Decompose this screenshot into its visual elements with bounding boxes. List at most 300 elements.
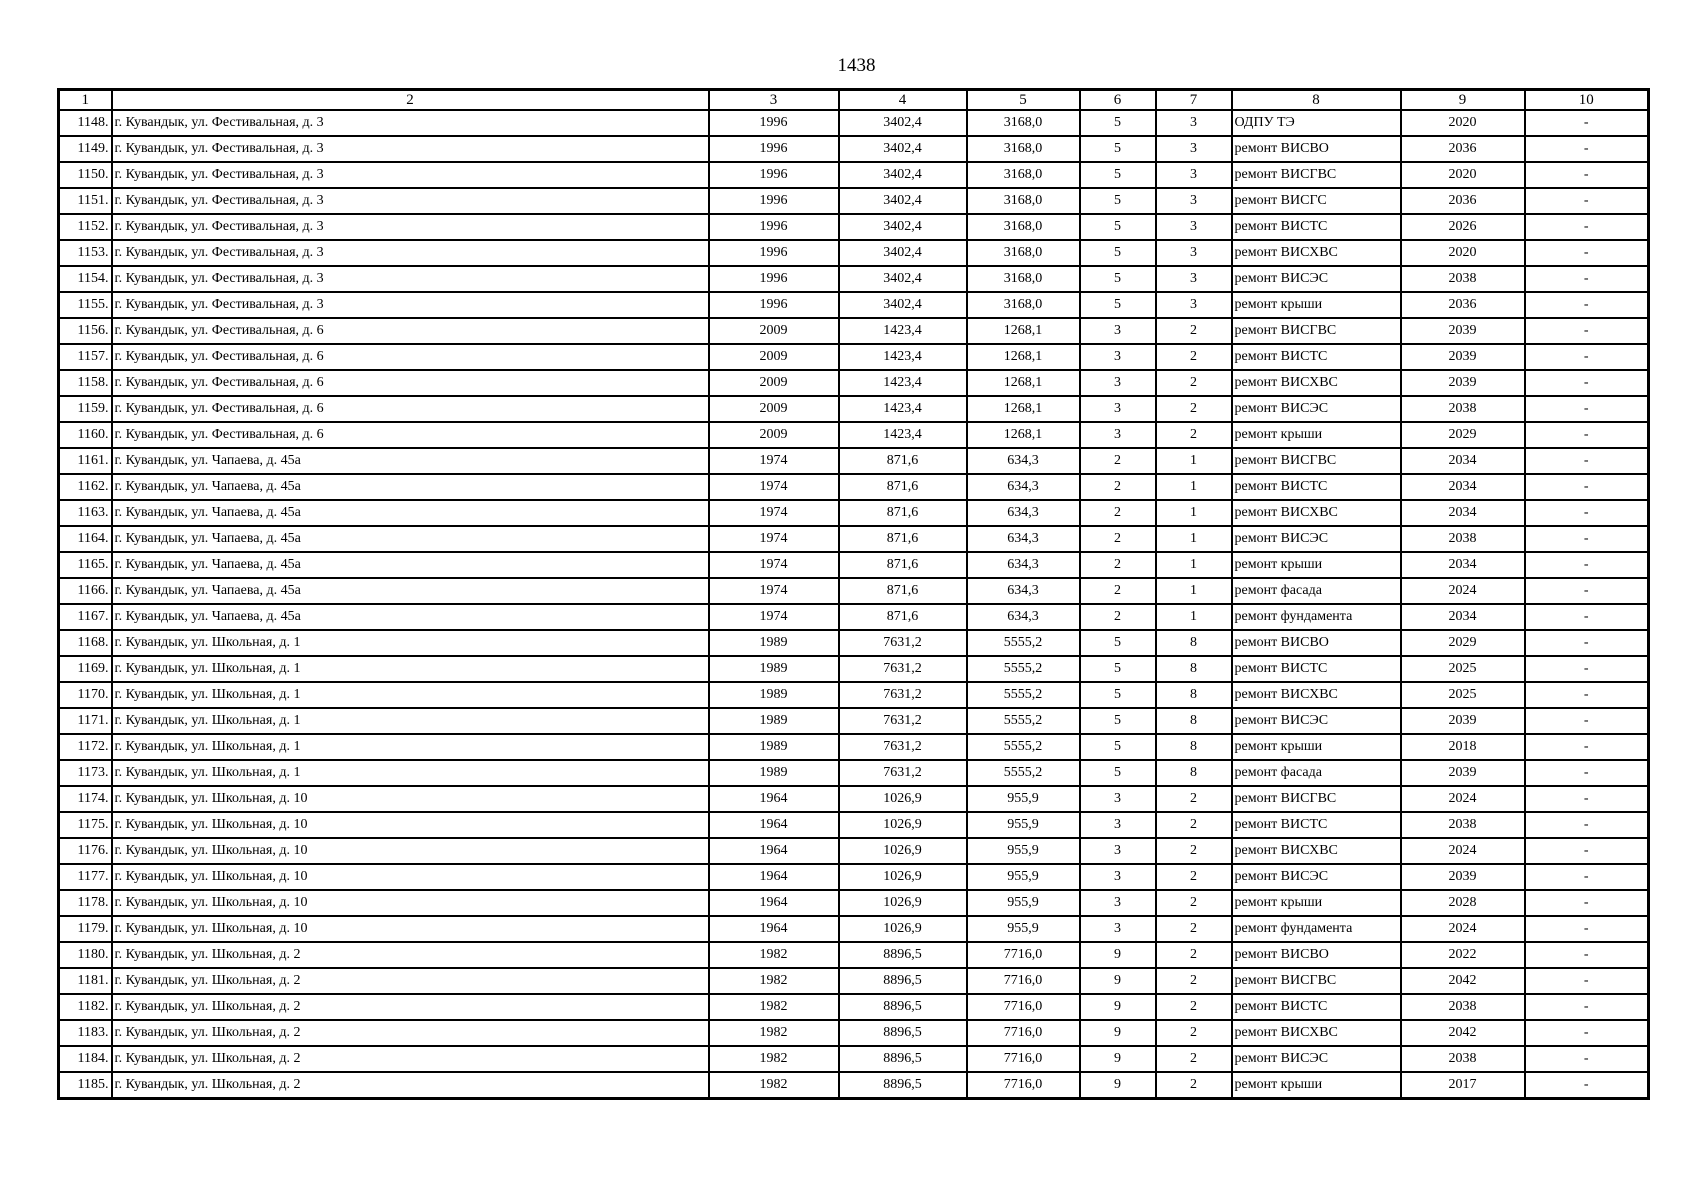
cell-living-area: 5555,2 [967,734,1080,760]
cell-address: г. Кувандык, ул. Фестивальная, д. 3 [112,292,709,318]
cell-planned-year: 2039 [1401,760,1525,786]
cell-living-area: 1268,1 [967,370,1080,396]
cell-total-area: 3402,4 [839,240,967,266]
cell-row-number: 1150. [59,162,112,188]
column-header-2: 2 [112,90,709,111]
cell-address: г. Кувандык, ул. Школьная, д. 2 [112,1046,709,1072]
cell-living-area: 3168,0 [967,214,1080,240]
cell-floors: 2 [1080,500,1156,526]
cell-address: г. Кувандык, ул. Чапаева, д. 45а [112,500,709,526]
cell-planned-year: 2020 [1401,240,1525,266]
cell-note: - [1525,578,1649,604]
cell-living-area: 955,9 [967,864,1080,890]
cell-living-area: 3168,0 [967,136,1080,162]
table-row [59,240,1649,266]
cell-total-area: 1423,4 [839,318,967,344]
cell-total-area: 1026,9 [839,864,967,890]
cell-work-type: ремонт фундамента [1232,604,1401,630]
cell-work-type: ремонт крыши [1232,890,1401,916]
cell-year-built: 1982 [709,994,839,1020]
cell-work-type: ремонт ВИСХВС [1232,682,1401,708]
cell-total-area: 8896,5 [839,1046,967,1072]
cell-floors: 3 [1080,370,1156,396]
cell-year-built: 1982 [709,968,839,994]
cell-entrances: 1 [1156,578,1232,604]
cell-floors: 3 [1080,838,1156,864]
cell-row-number: 1160. [59,422,112,448]
table-row [59,552,1649,578]
cell-floors: 5 [1080,136,1156,162]
cell-living-area: 634,3 [967,578,1080,604]
cell-floors: 3 [1080,812,1156,838]
page-number: 1438 [837,55,876,76]
table-row [59,1046,1649,1072]
cell-row-number: 1148. [59,110,112,136]
cell-living-area: 1268,1 [967,396,1080,422]
cell-living-area: 7716,0 [967,994,1080,1020]
cell-floors: 9 [1080,1020,1156,1046]
cell-address: г. Кувандык, ул. Фестивальная, д. 6 [112,318,709,344]
cell-planned-year: 2026 [1401,214,1525,240]
cell-floors: 9 [1080,1046,1156,1072]
cell-total-area: 3402,4 [839,292,967,318]
cell-total-area: 8896,5 [839,1072,967,1099]
cell-address: г. Кувандык, ул. Чапаева, д. 45а [112,578,709,604]
cell-work-type: ремонт ВИСХВС [1232,1020,1401,1046]
cell-row-number: 1183. [59,1020,112,1046]
cell-floors: 5 [1080,292,1156,318]
cell-year-built: 1989 [709,630,839,656]
cell-planned-year: 2039 [1401,864,1525,890]
cell-entrances: 2 [1156,1046,1232,1072]
table-row [59,812,1649,838]
cell-row-number: 1163. [59,500,112,526]
cell-total-area: 1026,9 [839,786,967,812]
cell-address: г. Кувандык, ул. Школьная, д. 1 [112,630,709,656]
cell-floors: 2 [1080,578,1156,604]
cell-entrances: 2 [1156,318,1232,344]
cell-work-type: ремонт ВИСХВС [1232,838,1401,864]
cell-address: г. Кувандык, ул. Фестивальная, д. 3 [112,266,709,292]
cell-row-number: 1155. [59,292,112,318]
cell-total-area: 1026,9 [839,890,967,916]
cell-floors: 3 [1080,396,1156,422]
cell-floors: 2 [1080,552,1156,578]
cell-entrances: 3 [1156,188,1232,214]
cell-note: - [1525,370,1649,396]
cell-note: - [1525,864,1649,890]
cell-row-number: 1176. [59,838,112,864]
cell-row-number: 1181. [59,968,112,994]
cell-year-built: 1982 [709,1072,839,1099]
cell-work-type: ремонт фасада [1232,760,1401,786]
cell-year-built: 1974 [709,552,839,578]
table-row [59,214,1649,240]
cell-address: г. Кувандык, ул. Чапаева, д. 45а [112,526,709,552]
cell-entrances: 1 [1156,604,1232,630]
cell-total-area: 3402,4 [839,162,967,188]
cell-floors: 5 [1080,240,1156,266]
column-header-4: 4 [839,90,967,111]
cell-note: - [1525,422,1649,448]
cell-work-type: ремонт ВИСГВС [1232,448,1401,474]
column-header-8: 8 [1232,90,1401,111]
cell-total-area: 1423,4 [839,396,967,422]
cell-living-area: 955,9 [967,916,1080,942]
cell-address: г. Кувандык, ул. Фестивальная, д. 6 [112,422,709,448]
cell-work-type: ремонт крыши [1232,552,1401,578]
table-row [59,968,1649,994]
cell-floors: 2 [1080,474,1156,500]
cell-floors: 5 [1080,266,1156,292]
cell-row-number: 1169. [59,656,112,682]
cell-year-built: 1964 [709,812,839,838]
cell-year-built: 1974 [709,500,839,526]
cell-entrances: 2 [1156,890,1232,916]
cell-note: - [1525,240,1649,266]
cell-living-area: 7716,0 [967,1046,1080,1072]
column-header-1: 1 [59,90,112,111]
table-row [59,604,1649,630]
column-header-6: 6 [1080,90,1156,111]
cell-year-built: 1989 [709,682,839,708]
cell-year-built: 1996 [709,136,839,162]
cell-work-type: ремонт крыши [1232,734,1401,760]
cell-work-type: ремонт ВИСГВС [1232,786,1401,812]
cell-total-area: 1026,9 [839,812,967,838]
cell-total-area: 1423,4 [839,344,967,370]
cell-floors: 3 [1080,890,1156,916]
header-row [59,90,1649,111]
cell-work-type: ремонт ВИСВО [1232,630,1401,656]
cell-floors: 5 [1080,682,1156,708]
cell-row-number: 1179. [59,916,112,942]
cell-note: - [1525,344,1649,370]
cell-floors: 5 [1080,110,1156,136]
cell-address: г. Кувандык, ул. Школьная, д. 10 [112,838,709,864]
cell-planned-year: 2036 [1401,292,1525,318]
cell-note: - [1525,136,1649,162]
cell-entrances: 3 [1156,266,1232,292]
cell-row-number: 1172. [59,734,112,760]
cell-note: - [1525,968,1649,994]
cell-address: г. Кувандык, ул. Школьная, д. 10 [112,812,709,838]
cell-address: г. Кувандык, ул. Школьная, д. 1 [112,760,709,786]
cell-year-built: 2009 [709,318,839,344]
cell-entrances: 8 [1156,734,1232,760]
cell-note: - [1525,188,1649,214]
table-row [59,864,1649,890]
cell-total-area: 1423,4 [839,422,967,448]
cell-living-area: 7716,0 [967,942,1080,968]
cell-planned-year: 2029 [1401,630,1525,656]
cell-address: г. Кувандык, ул. Школьная, д. 2 [112,1072,709,1099]
cell-year-built: 1964 [709,786,839,812]
table-row [59,188,1649,214]
cell-address: г. Кувандык, ул. Школьная, д. 1 [112,682,709,708]
table-row [59,656,1649,682]
cell-floors: 5 [1080,656,1156,682]
cell-entrances: 1 [1156,448,1232,474]
cell-work-type: ремонт фасада [1232,578,1401,604]
cell-entrances: 2 [1156,1020,1232,1046]
column-header-7: 7 [1156,90,1232,111]
cell-planned-year: 2039 [1401,344,1525,370]
cell-work-type: ремонт ВИСГВС [1232,162,1401,188]
cell-row-number: 1151. [59,188,112,214]
table-row [59,760,1649,786]
table-row [59,162,1649,188]
cell-note: - [1525,1046,1649,1072]
cell-planned-year: 2025 [1401,682,1525,708]
cell-row-number: 1182. [59,994,112,1020]
table-row [59,890,1649,916]
table-row [59,1072,1649,1099]
cell-entrances: 3 [1156,240,1232,266]
cell-note: - [1525,682,1649,708]
cell-living-area: 634,3 [967,604,1080,630]
cell-living-area: 7716,0 [967,968,1080,994]
cell-year-built: 1996 [709,214,839,240]
cell-planned-year: 2038 [1401,994,1525,1020]
table-row [59,500,1649,526]
cell-year-built: 1996 [709,110,839,136]
column-header-9: 9 [1401,90,1525,111]
cell-work-type: ремонт крыши [1232,1072,1401,1099]
cell-floors: 5 [1080,760,1156,786]
cell-living-area: 955,9 [967,838,1080,864]
cell-living-area: 634,3 [967,500,1080,526]
cell-planned-year: 2038 [1401,396,1525,422]
cell-entrances: 1 [1156,526,1232,552]
table-row [59,370,1649,396]
cell-work-type: ремонт ВИСЭС [1232,526,1401,552]
cell-work-type: ремонт ВИСГВС [1232,968,1401,994]
cell-living-area: 1268,1 [967,318,1080,344]
cell-address: г. Кувандык, ул. Школьная, д. 10 [112,864,709,890]
cell-living-area: 634,3 [967,474,1080,500]
cell-total-area: 871,6 [839,604,967,630]
cell-year-built: 2009 [709,370,839,396]
cell-address: г. Кувандык, ул. Чапаева, д. 45а [112,604,709,630]
cell-floors: 9 [1080,968,1156,994]
cell-living-area: 5555,2 [967,682,1080,708]
cell-address: г. Кувандык, ул. Школьная, д. 10 [112,916,709,942]
cell-floors: 2 [1080,526,1156,552]
cell-note: - [1525,500,1649,526]
cell-work-type: ОДПУ ТЭ [1232,110,1401,136]
cell-entrances: 2 [1156,812,1232,838]
cell-row-number: 1158. [59,370,112,396]
cell-living-area: 1268,1 [967,422,1080,448]
cell-row-number: 1167. [59,604,112,630]
cell-planned-year: 2038 [1401,266,1525,292]
cell-row-number: 1157. [59,344,112,370]
cell-row-number: 1174. [59,786,112,812]
cell-row-number: 1159. [59,396,112,422]
cell-row-number: 1152. [59,214,112,240]
cell-entrances: 2 [1156,942,1232,968]
cell-note: - [1525,162,1649,188]
table-row [59,916,1649,942]
cell-living-area: 3168,0 [967,292,1080,318]
cell-floors: 9 [1080,942,1156,968]
cell-note: - [1525,630,1649,656]
cell-work-type: ремонт ВИСЭС [1232,396,1401,422]
cell-living-area: 955,9 [967,890,1080,916]
cell-planned-year: 2024 [1401,916,1525,942]
cell-planned-year: 2042 [1401,1020,1525,1046]
cell-planned-year: 2038 [1401,1046,1525,1072]
cell-address: г. Кувандык, ул. Школьная, д. 2 [112,942,709,968]
cell-planned-year: 2042 [1401,968,1525,994]
cell-floors: 2 [1080,448,1156,474]
cell-planned-year: 2020 [1401,110,1525,136]
table-body [59,110,1649,1099]
cell-living-area: 1268,1 [967,344,1080,370]
cell-entrances: 2 [1156,370,1232,396]
cell-year-built: 1964 [709,890,839,916]
cell-living-area: 7716,0 [967,1020,1080,1046]
table-row [59,942,1649,968]
cell-floors: 5 [1080,214,1156,240]
cell-address: г. Кувандык, ул. Фестивальная, д. 6 [112,344,709,370]
cell-living-area: 3168,0 [967,162,1080,188]
cell-note: - [1525,760,1649,786]
cell-entrances: 3 [1156,162,1232,188]
cell-total-area: 1026,9 [839,838,967,864]
cell-total-area: 8896,5 [839,1020,967,1046]
cell-address: г. Кувандык, ул. Чапаева, д. 45а [112,474,709,500]
cell-entrances: 8 [1156,656,1232,682]
cell-note: - [1525,474,1649,500]
cell-row-number: 1178. [59,890,112,916]
cell-row-number: 1185. [59,1072,112,1099]
cell-row-number: 1184. [59,1046,112,1072]
cell-floors: 3 [1080,864,1156,890]
cell-planned-year: 2034 [1401,604,1525,630]
cell-total-area: 7631,2 [839,708,967,734]
cell-address: г. Кувандык, ул. Фестивальная, д. 3 [112,162,709,188]
cell-note: - [1525,838,1649,864]
cell-year-built: 1989 [709,734,839,760]
cell-row-number: 1153. [59,240,112,266]
table-row [59,1020,1649,1046]
cell-entrances: 8 [1156,760,1232,786]
cell-address: г. Кувандык, ул. Чапаева, д. 45а [112,448,709,474]
cell-entrances: 3 [1156,214,1232,240]
cell-note: - [1525,396,1649,422]
table-row [59,110,1649,136]
cell-planned-year: 2039 [1401,708,1525,734]
cell-entrances: 1 [1156,552,1232,578]
cell-total-area: 7631,2 [839,734,967,760]
cell-row-number: 1162. [59,474,112,500]
cell-work-type: ремонт ВИСТС [1232,812,1401,838]
cell-planned-year: 2024 [1401,838,1525,864]
cell-year-built: 1996 [709,240,839,266]
cell-floors: 3 [1080,422,1156,448]
cell-note: - [1525,708,1649,734]
cell-note: - [1525,994,1649,1020]
table-row [59,578,1649,604]
cell-note: - [1525,942,1649,968]
cell-work-type: ремонт ВИСВО [1232,136,1401,162]
cell-entrances: 3 [1156,292,1232,318]
cell-total-area: 8896,5 [839,994,967,1020]
cell-floors: 3 [1080,344,1156,370]
cell-living-area: 3168,0 [967,266,1080,292]
cell-year-built: 1974 [709,448,839,474]
cell-total-area: 8896,5 [839,942,967,968]
cell-floors: 5 [1080,188,1156,214]
cell-entrances: 3 [1156,136,1232,162]
cell-note: - [1525,916,1649,942]
cell-year-built: 1982 [709,942,839,968]
table-row [59,994,1649,1020]
cell-living-area: 634,3 [967,552,1080,578]
cell-year-built: 1996 [709,266,839,292]
cell-entrances: 2 [1156,916,1232,942]
cell-note: - [1525,526,1649,552]
cell-row-number: 1154. [59,266,112,292]
cell-row-number: 1175. [59,812,112,838]
cell-year-built: 2009 [709,344,839,370]
cell-total-area: 871,6 [839,578,967,604]
cell-planned-year: 2024 [1401,786,1525,812]
cell-work-type: ремонт ВИСЭС [1232,864,1401,890]
cell-address: г. Кувандык, ул. Школьная, д. 10 [112,786,709,812]
cell-year-built: 1996 [709,162,839,188]
cell-planned-year: 2039 [1401,370,1525,396]
cell-note: - [1525,656,1649,682]
cell-planned-year: 2036 [1401,188,1525,214]
cell-address: г. Кувандык, ул. Чапаева, д. 45а [112,552,709,578]
cell-planned-year: 2034 [1401,448,1525,474]
table-row [59,448,1649,474]
cell-living-area: 5555,2 [967,656,1080,682]
cell-year-built: 1964 [709,916,839,942]
cell-entrances: 2 [1156,968,1232,994]
cell-work-type: ремонт ВИСГВС [1232,318,1401,344]
cell-entrances: 3 [1156,110,1232,136]
cell-address: г. Кувандык, ул. Школьная, д. 2 [112,994,709,1020]
cell-year-built: 1964 [709,838,839,864]
cell-note: - [1525,448,1649,474]
cell-work-type: ремонт крыши [1232,422,1401,448]
table-row [59,708,1649,734]
cell-total-area: 871,6 [839,474,967,500]
cell-total-area: 3402,4 [839,214,967,240]
cell-planned-year: 2028 [1401,890,1525,916]
table-row [59,734,1649,760]
cell-living-area: 955,9 [967,812,1080,838]
cell-row-number: 1173. [59,760,112,786]
table-row [59,266,1649,292]
cell-total-area: 3402,4 [839,188,967,214]
cell-entrances: 2 [1156,838,1232,864]
cell-entrances: 2 [1156,396,1232,422]
cell-row-number: 1164. [59,526,112,552]
cell-work-type: ремонт ВИСВО [1232,942,1401,968]
cell-planned-year: 2038 [1401,526,1525,552]
cell-year-built: 1996 [709,292,839,318]
cell-total-area: 1026,9 [839,916,967,942]
cell-row-number: 1170. [59,682,112,708]
cell-note: - [1525,604,1649,630]
cell-total-area: 7631,2 [839,630,967,656]
cell-floors: 5 [1080,162,1156,188]
